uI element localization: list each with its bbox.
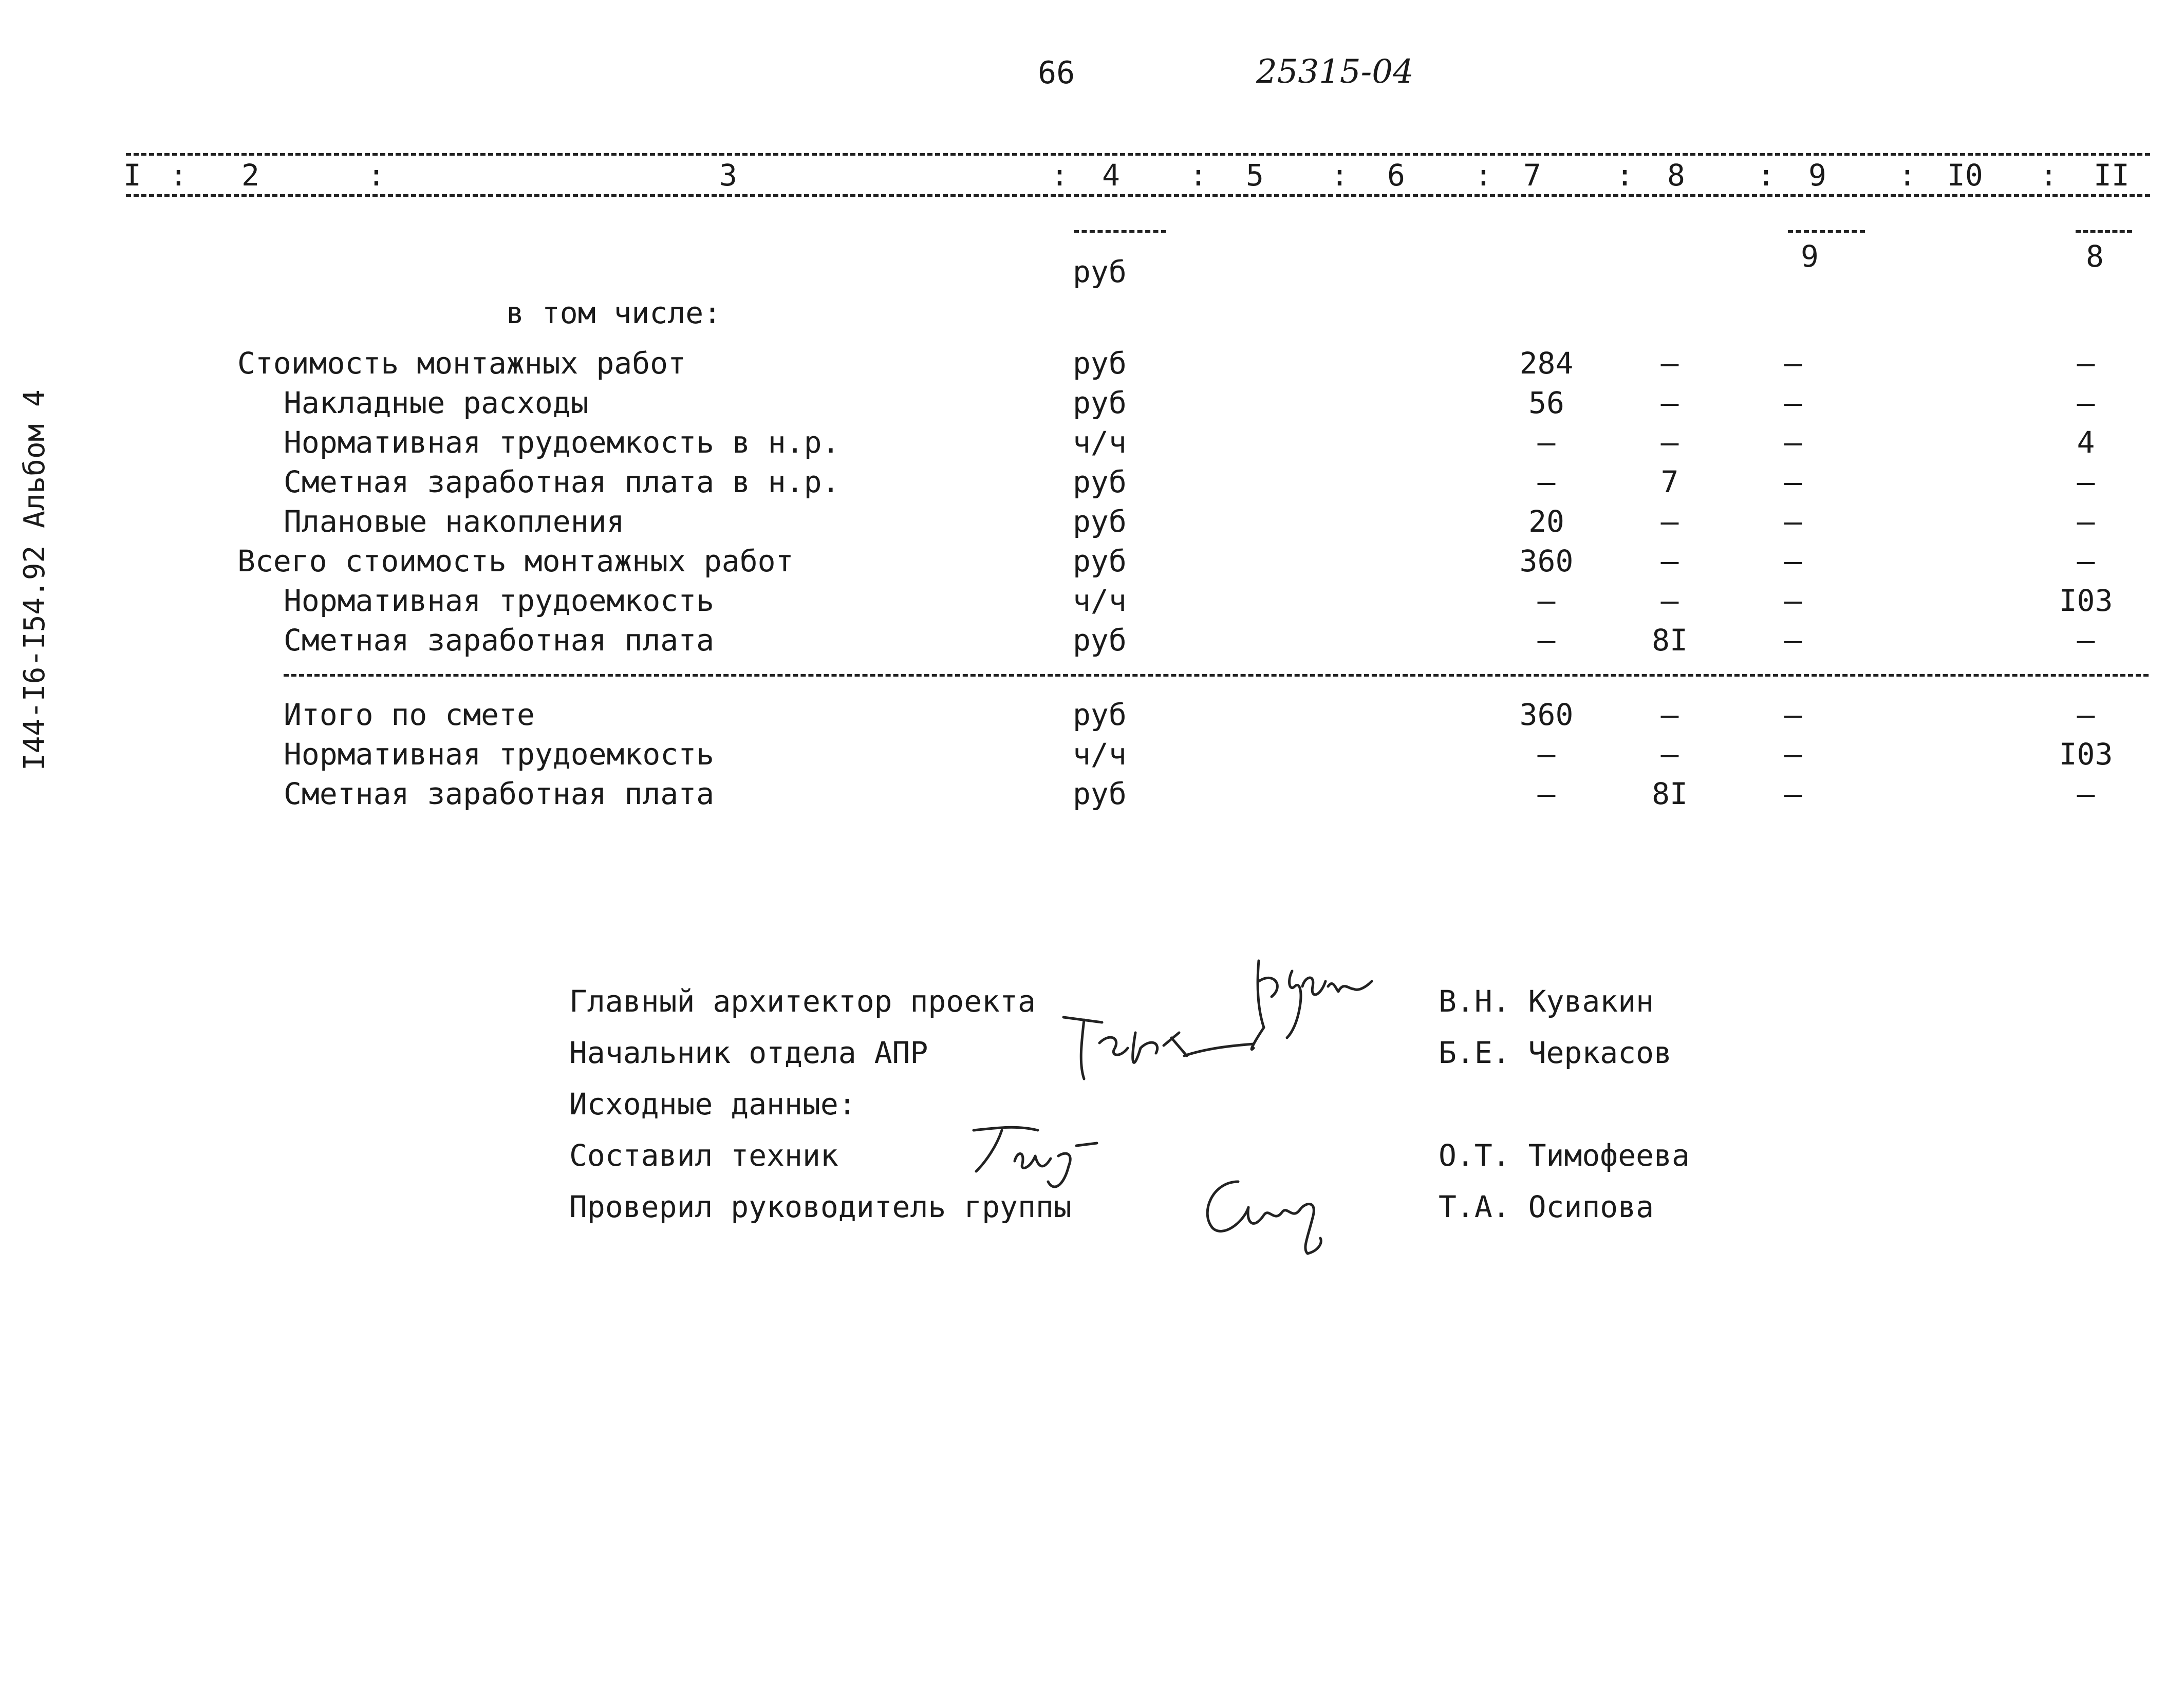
row-value-c7: 360 bbox=[1519, 697, 1574, 732]
totals-rule bbox=[284, 674, 2149, 677]
row-value-c9: – bbox=[1784, 583, 1802, 618]
row-value-c7: – bbox=[1537, 776, 1556, 811]
header-bottom-rule bbox=[126, 194, 2150, 197]
row-value-c8: – bbox=[1660, 385, 1679, 420]
row-value-c9: – bbox=[1784, 623, 1802, 658]
column-header-5: 5 bbox=[1246, 158, 1264, 193]
row-value-c11: I03 bbox=[2059, 583, 2113, 618]
row-label: Всего стоимость монтажных работ bbox=[237, 544, 794, 578]
column-header-separator: : bbox=[170, 158, 188, 193]
row-value-c9: – bbox=[1784, 464, 1802, 499]
row-value-c8: – bbox=[1660, 425, 1679, 460]
row-value-c8: 8I bbox=[1652, 776, 1688, 811]
row-value-c11: – bbox=[2077, 697, 2095, 732]
row-label: Накладные расходы bbox=[284, 385, 589, 420]
row-unit: руб bbox=[1073, 504, 1127, 539]
row-value-c11: – bbox=[2077, 776, 2095, 811]
row-unit: руб bbox=[1073, 776, 1127, 811]
signature-name: Т.А. Осипова bbox=[1439, 1189, 1654, 1224]
row-label: Сметная заработная плата в н.р. bbox=[284, 464, 840, 499]
row-value-c7: – bbox=[1537, 737, 1556, 772]
column-header-separator: : bbox=[1051, 158, 1069, 193]
row-value-c11: 4 bbox=[2077, 425, 2095, 460]
row-value-c11: – bbox=[2077, 385, 2095, 420]
row-value-c7: – bbox=[1537, 464, 1556, 499]
column-header-10: I0 bbox=[1947, 158, 1983, 193]
row-value-c11: I03 bbox=[2059, 737, 2113, 772]
subheading: в том числе: bbox=[506, 295, 722, 330]
row-value-c7: 56 bbox=[1528, 385, 1564, 420]
row-value-c9: – bbox=[1784, 737, 1802, 772]
signature-role: Главный архитектор проекта bbox=[569, 984, 1036, 1019]
column-header-9: 9 bbox=[1808, 158, 1826, 193]
column-header-6: 6 bbox=[1387, 158, 1405, 193]
document-code: 25315-04 bbox=[1256, 53, 1414, 91]
header-top-rule bbox=[126, 153, 2150, 156]
row-value-c8: – bbox=[1660, 697, 1679, 732]
row-value-c9: – bbox=[1784, 697, 1802, 732]
column-header-separator: : bbox=[1189, 158, 1207, 193]
side-label: I44-I6-I54.92 Альбом 4 bbox=[18, 389, 51, 771]
page-number: 66 bbox=[1038, 55, 1075, 91]
column-header-8: 8 bbox=[1667, 158, 1685, 193]
row-label: Сметная заработная плата bbox=[284, 776, 715, 811]
row-value-c8: – bbox=[1660, 544, 1679, 578]
row-value-c8: – bbox=[1660, 583, 1679, 618]
row-value-c7: – bbox=[1537, 425, 1556, 460]
signature-name: В.Н. Кувакин bbox=[1439, 984, 1654, 1019]
row-value-c7: – bbox=[1537, 583, 1556, 618]
row-unit: ч/ч bbox=[1073, 583, 1127, 618]
col4-dash bbox=[1074, 230, 1166, 233]
signature-timofeeva bbox=[966, 1115, 1120, 1192]
top-unit: руб bbox=[1073, 254, 1127, 289]
row-value-c11: – bbox=[2077, 504, 2095, 539]
column-header-7: 7 bbox=[1523, 158, 1541, 193]
column-header-11: II bbox=[2094, 158, 2130, 193]
top-col11: 8 bbox=[2086, 239, 2104, 274]
row-value-c7: – bbox=[1537, 623, 1556, 658]
row-value-c9: – bbox=[1784, 504, 1802, 539]
row-label: Нормативная трудоемкость bbox=[284, 737, 715, 772]
row-unit: руб bbox=[1073, 385, 1127, 420]
row-value-c7: 360 bbox=[1519, 544, 1574, 578]
row-value-c8: – bbox=[1660, 737, 1679, 772]
row-value-c9: – bbox=[1784, 544, 1802, 578]
column-header-separator: : bbox=[1616, 158, 1634, 193]
row-label: Плановые накопления bbox=[284, 504, 625, 539]
signature-name: Б.Е. Черкасов bbox=[1439, 1035, 1672, 1070]
row-unit: руб bbox=[1073, 346, 1127, 381]
top-col9: 9 bbox=[1801, 239, 1819, 274]
row-value-c11: – bbox=[2077, 464, 2095, 499]
row-value-c8: 8I bbox=[1652, 623, 1688, 658]
row-value-c9: – bbox=[1784, 776, 1802, 811]
column-header-separator: : bbox=[1331, 158, 1349, 193]
row-unit: руб bbox=[1073, 464, 1127, 499]
signature-role: Проверил руководитель группы bbox=[569, 1189, 1072, 1224]
signature-cherkasov bbox=[1053, 1007, 1259, 1084]
row-label: Нормативная трудоемкость bbox=[284, 583, 715, 618]
row-unit: руб bbox=[1073, 697, 1127, 732]
col11-dash bbox=[2076, 230, 2132, 233]
row-value-c7: 20 bbox=[1528, 504, 1564, 539]
signature-osipova bbox=[1197, 1166, 1351, 1259]
column-header-separator: : bbox=[2040, 158, 2058, 193]
row-value-c7: 284 bbox=[1519, 346, 1574, 381]
row-value-c8: – bbox=[1660, 346, 1679, 381]
signature-role: Исходные данные: bbox=[569, 1087, 856, 1122]
row-label: Итого по смете bbox=[284, 697, 535, 732]
column-header-1: I bbox=[123, 158, 141, 193]
row-unit: ч/ч bbox=[1073, 737, 1127, 772]
row-label: Стоимость монтажных работ bbox=[237, 346, 686, 381]
signature-role: Составил техник bbox=[569, 1138, 838, 1173]
column-header-separator: : bbox=[367, 158, 385, 193]
row-value-c11: – bbox=[2077, 544, 2095, 578]
row-unit: ч/ч bbox=[1073, 425, 1127, 460]
column-header-4: 4 bbox=[1102, 158, 1120, 193]
column-header-2: 2 bbox=[241, 158, 259, 193]
row-unit: руб bbox=[1073, 623, 1127, 658]
row-value-c8: – bbox=[1660, 504, 1679, 539]
signature-name: О.Т. Тимофеева bbox=[1439, 1138, 1690, 1173]
signature-role: Начальник отдела АПР bbox=[569, 1035, 928, 1070]
column-header-separator: : bbox=[1898, 158, 1916, 193]
row-value-c11: – bbox=[2077, 623, 2095, 658]
column-header-separator: : bbox=[1474, 158, 1492, 193]
row-value-c9: – bbox=[1784, 346, 1802, 381]
col9-dash bbox=[1788, 230, 1865, 233]
row-unit: руб bbox=[1073, 544, 1127, 578]
row-label: Сметная заработная плата bbox=[284, 623, 715, 658]
column-header-3: 3 bbox=[719, 158, 737, 193]
column-header-separator: : bbox=[1757, 158, 1775, 193]
row-value-c9: – bbox=[1784, 385, 1802, 420]
signature-kuvakin bbox=[1243, 950, 1377, 1053]
row-value-c9: – bbox=[1784, 425, 1802, 460]
row-value-c8: 7 bbox=[1660, 464, 1679, 499]
row-value-c11: – bbox=[2077, 346, 2095, 381]
row-label: Нормативная трудоемкость в н.р. bbox=[284, 425, 840, 460]
